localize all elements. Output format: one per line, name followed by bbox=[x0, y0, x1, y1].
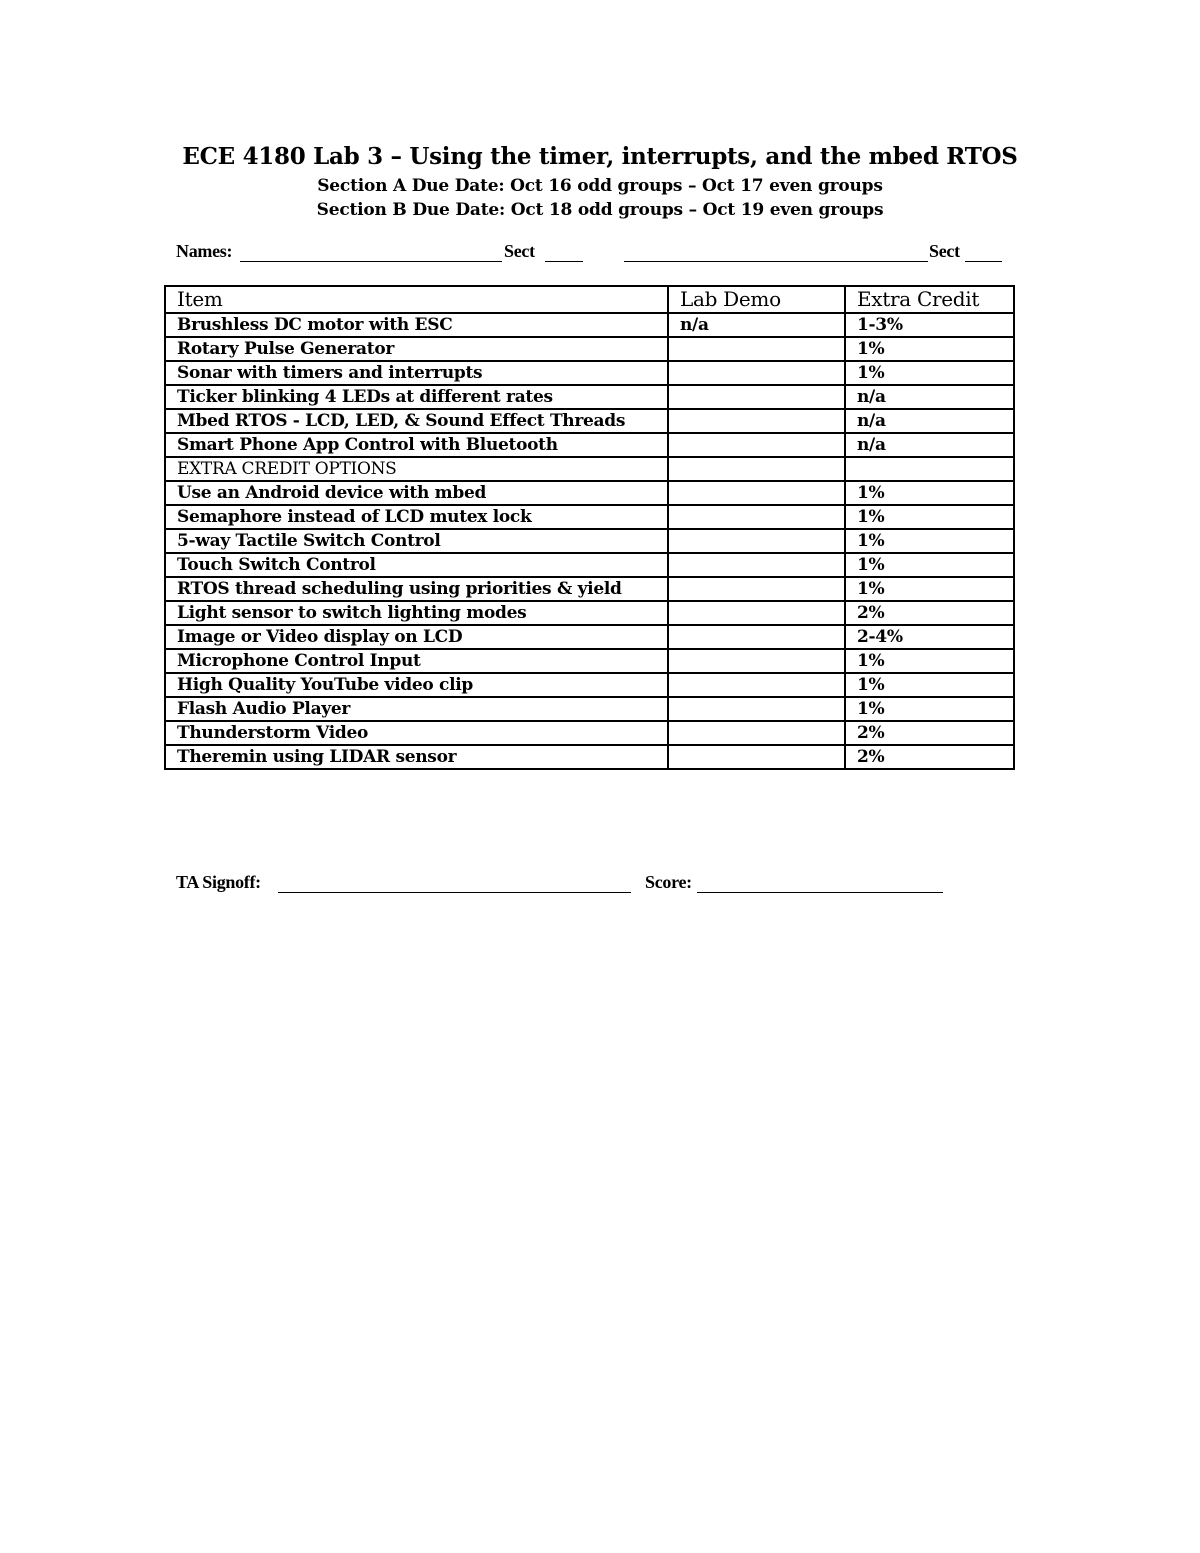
lab-demo-cell bbox=[668, 385, 845, 409]
extra-credit-cell: 1% bbox=[845, 337, 1014, 361]
item-cell: Image or Video display on LCD bbox=[165, 625, 668, 649]
item-cell: Ticker blinking 4 LEDs at different rates bbox=[165, 385, 668, 409]
lab-checklist-table bbox=[164, 285, 1015, 770]
item-cell: Use an Android device with mbed bbox=[165, 481, 668, 505]
table-row bbox=[165, 529, 1014, 553]
table-row bbox=[165, 385, 1014, 409]
lab-demo-cell bbox=[668, 361, 845, 385]
extra-credit-cell: 1% bbox=[845, 529, 1014, 553]
extra-credit-cell bbox=[845, 457, 1014, 481]
lab-demo-cell bbox=[668, 649, 845, 673]
lab-demo-cell bbox=[668, 505, 845, 529]
table-row bbox=[165, 409, 1014, 433]
item-cell: Thunderstorm Video bbox=[165, 721, 668, 745]
lab-demo-cell bbox=[668, 721, 845, 745]
sect-blank-1[interactable] bbox=[545, 261, 583, 262]
table-row bbox=[165, 337, 1014, 361]
table-row bbox=[165, 625, 1014, 649]
document-title: ECE 4180 Lab 3 – Using the timer, interrupts, and the mbed RTOS bbox=[182, 143, 1018, 170]
ta-signoff-label: TA Signoff: bbox=[176, 872, 261, 892]
item-cell: RTOS thread scheduling using priorities & yield bbox=[165, 577, 668, 601]
names-label: Names: bbox=[176, 241, 233, 261]
extra-credit-cell: n/a bbox=[845, 409, 1014, 433]
sect-label-2: Sect bbox=[929, 241, 960, 261]
item-cell: Semaphore instead of LCD mutex lock bbox=[165, 505, 668, 529]
table-row bbox=[165, 601, 1014, 625]
extra-credit-cell: n/a bbox=[845, 385, 1014, 409]
extra-credit-cell: 1% bbox=[845, 697, 1014, 721]
extra-credit-cell: 2-4% bbox=[845, 625, 1014, 649]
table-row bbox=[165, 505, 1014, 529]
item-cell: Smart Phone App Control with Bluetooth bbox=[165, 433, 668, 457]
table-row bbox=[165, 313, 1014, 337]
table-row bbox=[165, 481, 1014, 505]
lab-demo-cell bbox=[668, 745, 845, 769]
item-cell: Mbed RTOS - LCD, LED, & Sound Effect Threads bbox=[165, 409, 668, 433]
lab-demo-cell bbox=[668, 601, 845, 625]
item-cell: EXTRA CREDIT OPTIONS bbox=[165, 457, 668, 481]
extra-credit-cell: 1% bbox=[845, 673, 1014, 697]
extra-credit-cell: 1% bbox=[845, 481, 1014, 505]
extra-credit-cell: n/a bbox=[845, 433, 1014, 457]
item-cell: Touch Switch Control bbox=[165, 553, 668, 577]
extra-credit-cell: 2% bbox=[845, 601, 1014, 625]
ta-signoff-blank[interactable] bbox=[278, 892, 631, 893]
item-cell: Microphone Control Input bbox=[165, 649, 668, 673]
header-extra-credit: Extra Credit bbox=[845, 286, 1014, 313]
extra-credit-cell: 1% bbox=[845, 577, 1014, 601]
item-cell: Theremin using LIDAR sensor bbox=[165, 745, 668, 769]
table-row bbox=[165, 553, 1014, 577]
table-row bbox=[165, 697, 1014, 721]
item-cell: Rotary Pulse Generator bbox=[165, 337, 668, 361]
lab-demo-cell: n/a bbox=[668, 313, 845, 337]
lab-demo-cell bbox=[668, 553, 845, 577]
item-cell: Brushless DC motor with ESC bbox=[165, 313, 668, 337]
table-row bbox=[165, 721, 1014, 745]
sect-blank-2[interactable] bbox=[965, 261, 1002, 262]
lab-demo-cell bbox=[668, 433, 845, 457]
lab-demo-cell bbox=[668, 457, 845, 481]
table-row bbox=[165, 457, 1014, 481]
lab-demo-cell bbox=[668, 577, 845, 601]
score-label: Score: bbox=[645, 872, 692, 892]
item-cell: High Quality YouTube video clip bbox=[165, 673, 668, 697]
score-blank[interactable] bbox=[697, 892, 943, 893]
header-lab-demo: Lab Demo bbox=[668, 286, 845, 313]
lab-demo-cell bbox=[668, 625, 845, 649]
item-cell: Light sensor to switch lighting modes bbox=[165, 601, 668, 625]
extra-credit-cell: 1% bbox=[845, 649, 1014, 673]
section-a-due-date: Section A Due Date: Oct 16 odd groups – Oct 17 even groups bbox=[317, 176, 883, 196]
sect-label-1: Sect bbox=[504, 241, 535, 261]
item-cell: 5-way Tactile Switch Control bbox=[165, 529, 668, 553]
table-row bbox=[165, 361, 1014, 385]
lab-demo-cell bbox=[668, 529, 845, 553]
extra-credit-cell: 1% bbox=[845, 361, 1014, 385]
section-b-due-date: Section B Due Date: Oct 18 odd groups – Oct 19 even groups bbox=[316, 200, 884, 220]
lab-demo-cell bbox=[668, 697, 845, 721]
extra-credit-cell: 1% bbox=[845, 553, 1014, 577]
extra-credit-cell: 2% bbox=[845, 745, 1014, 769]
item-cell: Sonar with timers and interrupts bbox=[165, 361, 668, 385]
table-row bbox=[165, 433, 1014, 457]
table-row bbox=[165, 577, 1014, 601]
lab-demo-cell bbox=[668, 673, 845, 697]
item-cell: Flash Audio Player bbox=[165, 697, 668, 721]
extra-credit-cell: 1-3% bbox=[845, 313, 1014, 337]
extra-credit-cell: 2% bbox=[845, 721, 1014, 745]
extra-credit-cell: 1% bbox=[845, 505, 1014, 529]
table-row bbox=[165, 649, 1014, 673]
table-row bbox=[165, 745, 1014, 769]
lab-demo-cell bbox=[668, 409, 845, 433]
table-header-row bbox=[165, 286, 1014, 313]
lab-demo-cell bbox=[668, 337, 845, 361]
names-blank-2[interactable] bbox=[624, 261, 928, 262]
header-item: Item bbox=[165, 286, 668, 313]
table-row bbox=[165, 673, 1014, 697]
lab-demo-cell bbox=[668, 481, 845, 505]
names-blank-1[interactable] bbox=[240, 261, 502, 262]
